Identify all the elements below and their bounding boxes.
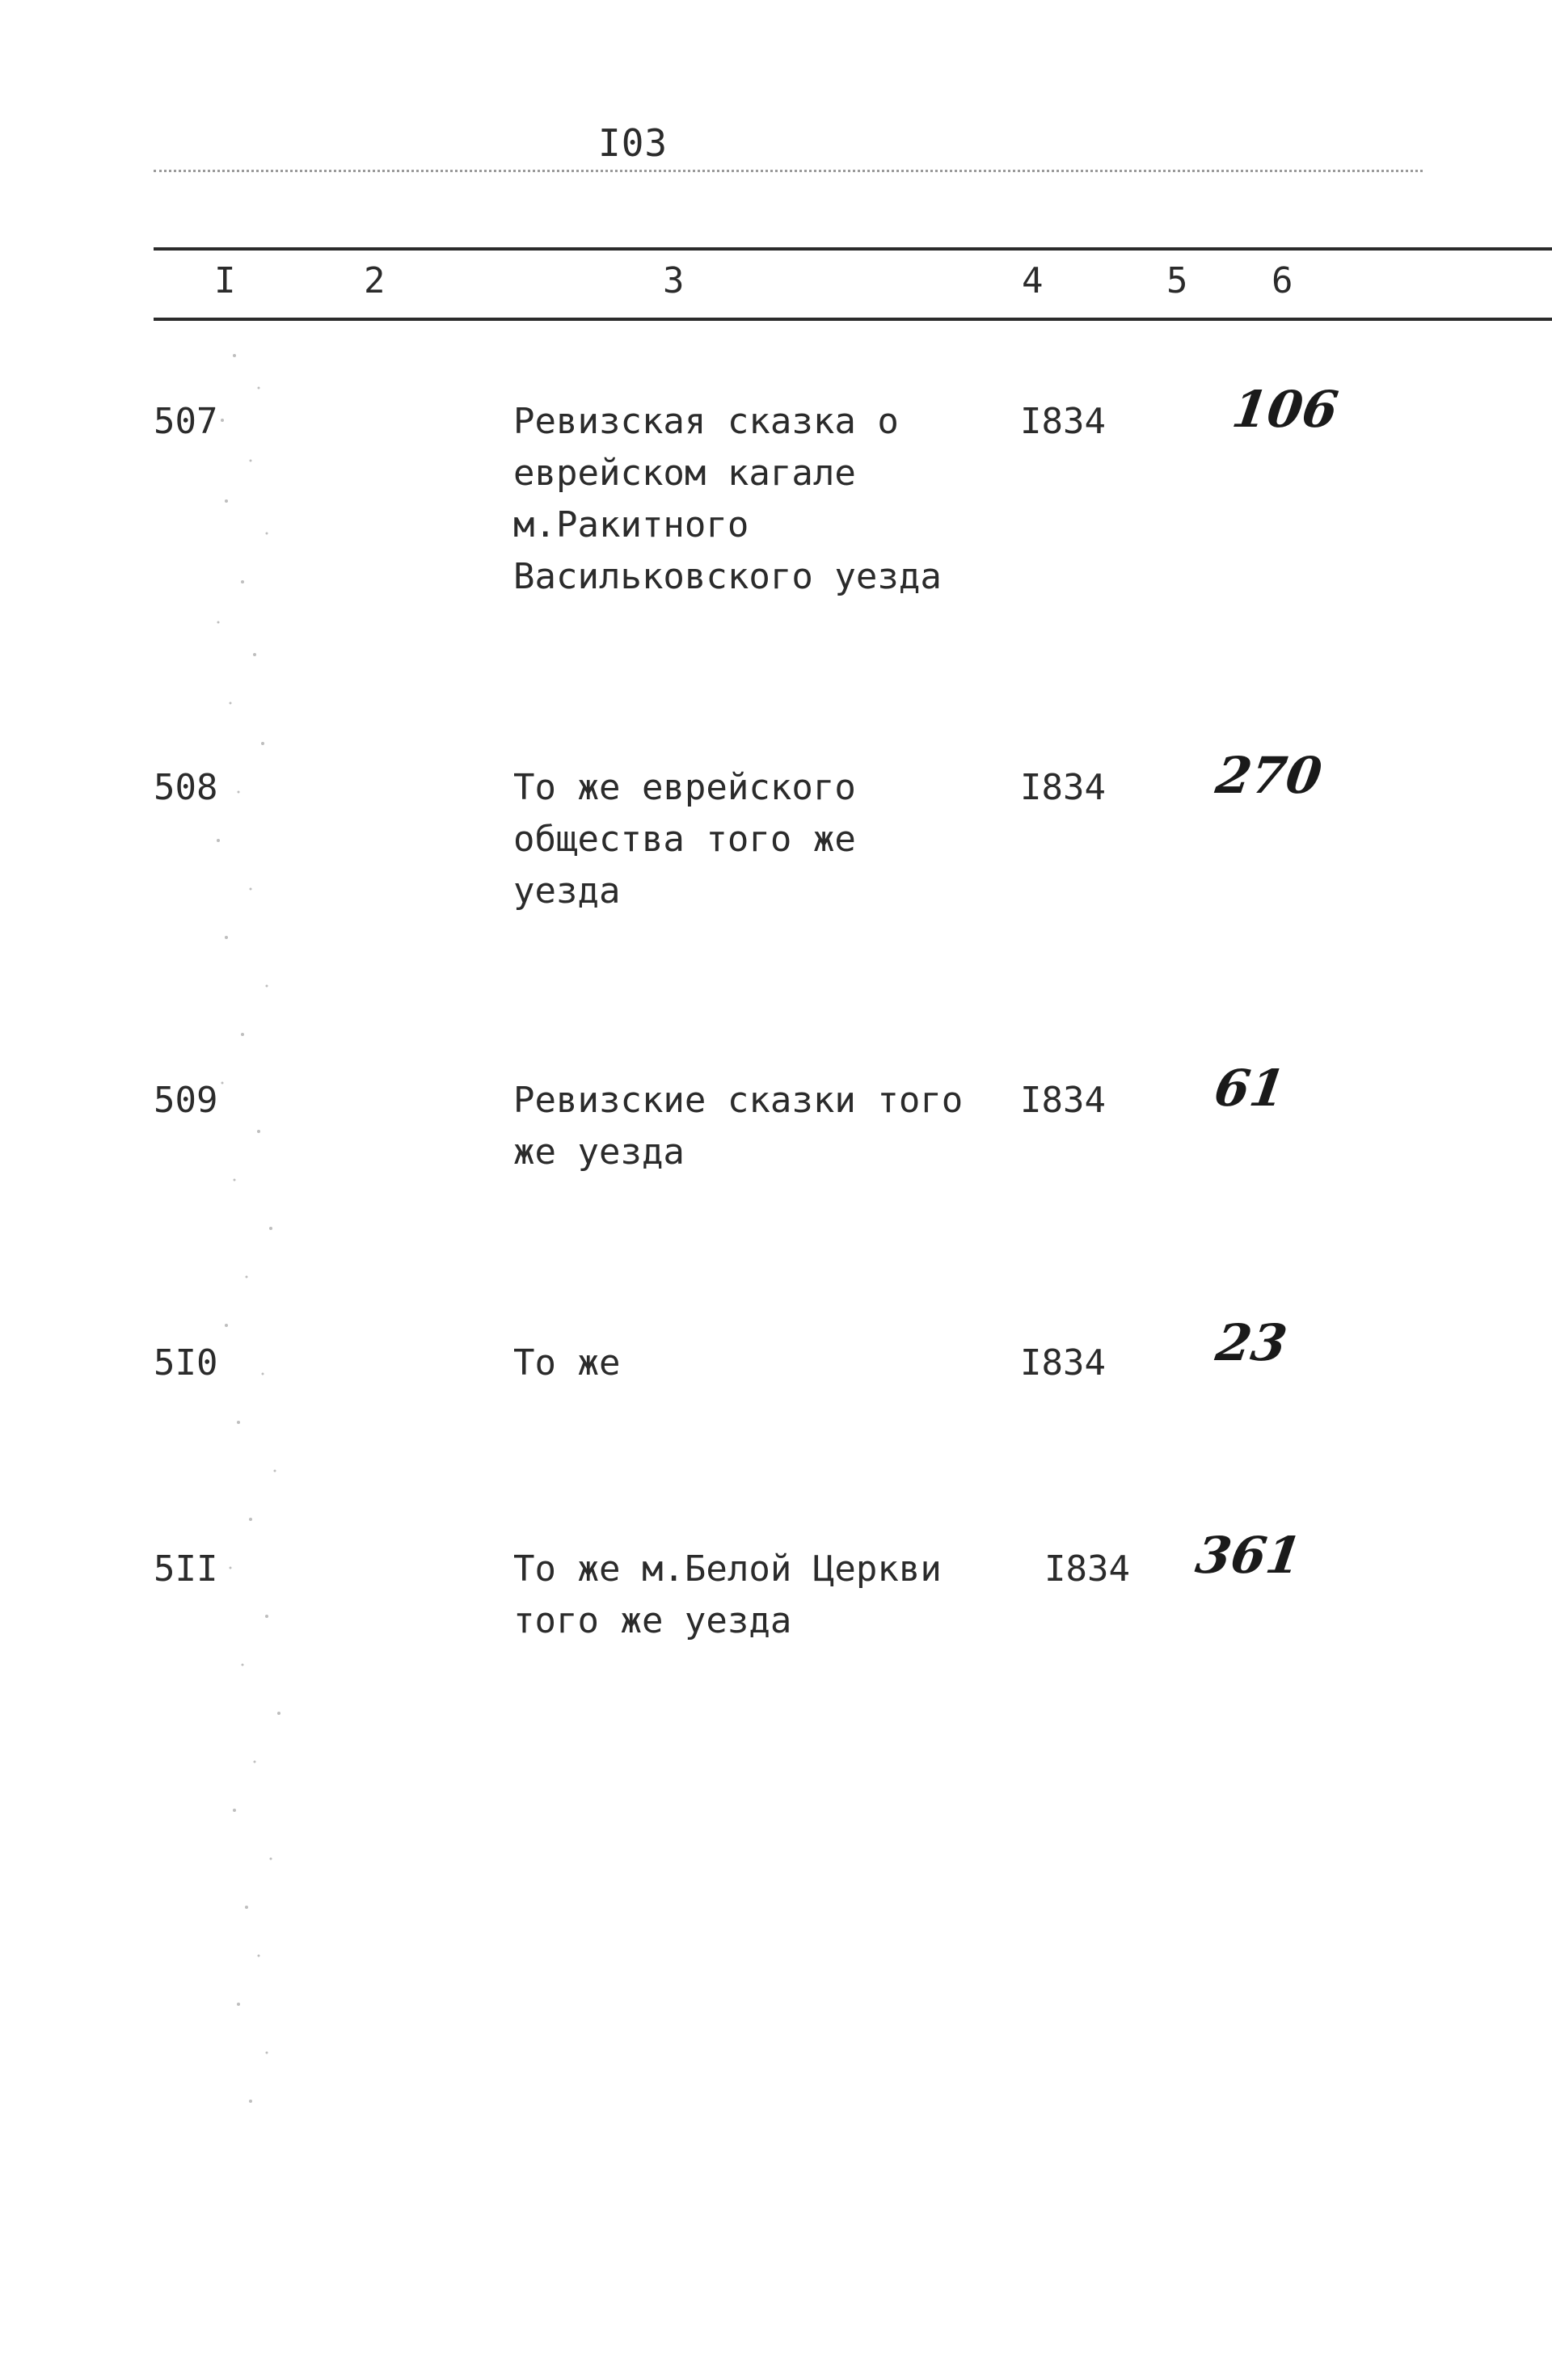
row-number: 508 <box>154 767 218 808</box>
description-line: уезда <box>513 870 621 912</box>
table-header-top-rule <box>154 247 1552 251</box>
scan-speckle-decoration <box>146 323 340 2182</box>
row-description <box>513 1075 963 1178</box>
row-year: I834 <box>1020 767 1106 808</box>
handwritten-sheet-count: 270 <box>1212 746 1326 805</box>
row-year: I834 <box>1020 1080 1106 1121</box>
description-line: То же м.Белой Церкви <box>513 1548 942 1590</box>
row-number: 509 <box>154 1080 218 1121</box>
row-description <box>513 1337 620 1389</box>
handwritten-sheet-count: 61 <box>1210 1059 1289 1118</box>
handwritten-sheet-count: 361 <box>1191 1526 1305 1585</box>
column-header-1: I <box>214 260 236 301</box>
column-header-3: 3 <box>663 260 685 301</box>
row-year: I834 <box>1020 401 1106 442</box>
row-description <box>513 396 942 603</box>
row-number: 507 <box>154 401 218 442</box>
row-year: I834 <box>1020 1342 1106 1384</box>
row-number: 5II <box>154 1548 218 1590</box>
column-header-4: 4 <box>1022 260 1044 301</box>
dotted-divider <box>154 170 1423 172</box>
row-description <box>513 1544 942 1647</box>
description-line: того же уезда <box>513 1600 792 1641</box>
description-line: же уезда <box>513 1131 685 1173</box>
column-header-2: 2 <box>364 260 386 301</box>
description-line: То же еврейского <box>513 767 856 808</box>
row-description <box>513 762 856 917</box>
description-line: общества того же <box>513 819 856 860</box>
description-line: Васильковского уезда <box>513 556 942 597</box>
description-line: Ревизские сказки того <box>513 1080 964 1121</box>
description-line: м.Ракитного <box>513 504 749 546</box>
table-header-bottom-rule <box>154 318 1552 321</box>
page-number: I03 <box>598 121 668 165</box>
description-line: То же <box>513 1342 621 1384</box>
row-year: I834 <box>1044 1548 1130 1590</box>
column-header-6: 6 <box>1272 260 1293 301</box>
row-number: 5I0 <box>154 1342 218 1384</box>
handwritten-sheet-count: 23 <box>1212 1313 1291 1372</box>
handwritten-sheet-count: 106 <box>1228 380 1342 439</box>
description-line: Ревизская сказка о <box>513 401 899 442</box>
description-line: еврейском кагале <box>513 453 856 494</box>
column-header-5: 5 <box>1166 260 1188 301</box>
